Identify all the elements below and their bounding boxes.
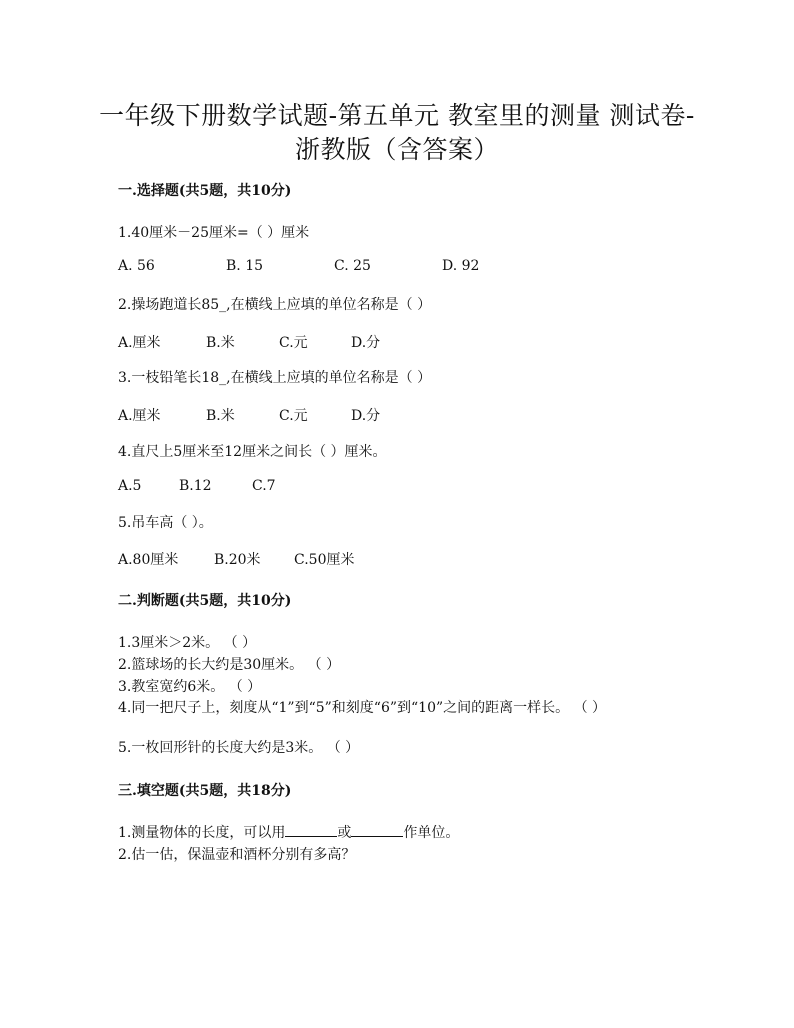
question-text: 2.操场跑道长85_,在横线上应填的单位名称是（ ） [118,297,432,313]
section-heading-choice: 一.选择题(共5题，共10分) [118,183,292,199]
section-heading-judge: 二.判断题(共5题，共10分) [118,593,292,609]
judge-item: 1.3厘米＞2米。 （ ） [118,635,257,651]
option: C.元 [279,408,308,424]
option: B.米 [206,408,235,424]
section-heading-fill: 三.填空题(共5题，共18分) [118,783,292,799]
judge-item: 2.篮球场的长大约是30厘米。 （ ） [118,657,341,673]
judge-item: 5.一枚回形针的长度大约是3米。 （ ） [118,740,360,756]
answer-blank [285,822,337,837]
judge-item: 4.同一把尺子上，刻度从“1”到“5”和刻度“6”到“10”之间的距离一样长。 （ ） [118,700,607,716]
option: A. 56 [118,258,155,274]
question-text: 3.一枝铅笔长18_,在横线上应填的单位名称是（ ） [118,370,432,386]
answer-blank [351,822,403,837]
question-text: 4.直尺上5厘米至12厘米之间长（ ）厘米。 [118,444,387,460]
option: A.厘米 [118,408,161,424]
fill-question-2: 2.估一估，保温壶和酒杯分别有多高？ [118,847,356,863]
option: A.厘米 [118,335,161,351]
option: B.12 [179,478,212,494]
title-line-1: 一年级下册数学试题-第五单元 教室里的测量 测试卷- [99,101,695,130]
option: C.7 [252,478,276,494]
option: D. 92 [442,258,480,274]
option: C.元 [279,335,308,351]
question-text: 1.40厘米－25厘米=（ ）厘米 [118,225,310,241]
option: D.分 [351,408,381,424]
option: A.80厘米 [118,552,179,568]
fill-text: 1.测量物体的长度，可以用 [118,825,286,841]
option: C. 25 [334,258,371,274]
question-text: 5.吊车高（ ）。 [118,515,213,531]
fill-question-1 [118,822,459,842]
fill-text: 作单位。 [403,825,460,841]
title-line-2: 浙教版（含答案） [294,135,499,164]
option: C.50厘米 [294,552,355,568]
option: A.5 [118,478,142,494]
option: B. 15 [226,258,264,274]
fill-text: 或 [337,825,352,841]
option: B.20米 [214,552,261,568]
option: D.分 [351,335,381,351]
option: B.米 [206,335,235,351]
judge-item: 3.教室宽约6米。 （ ） [118,679,262,695]
